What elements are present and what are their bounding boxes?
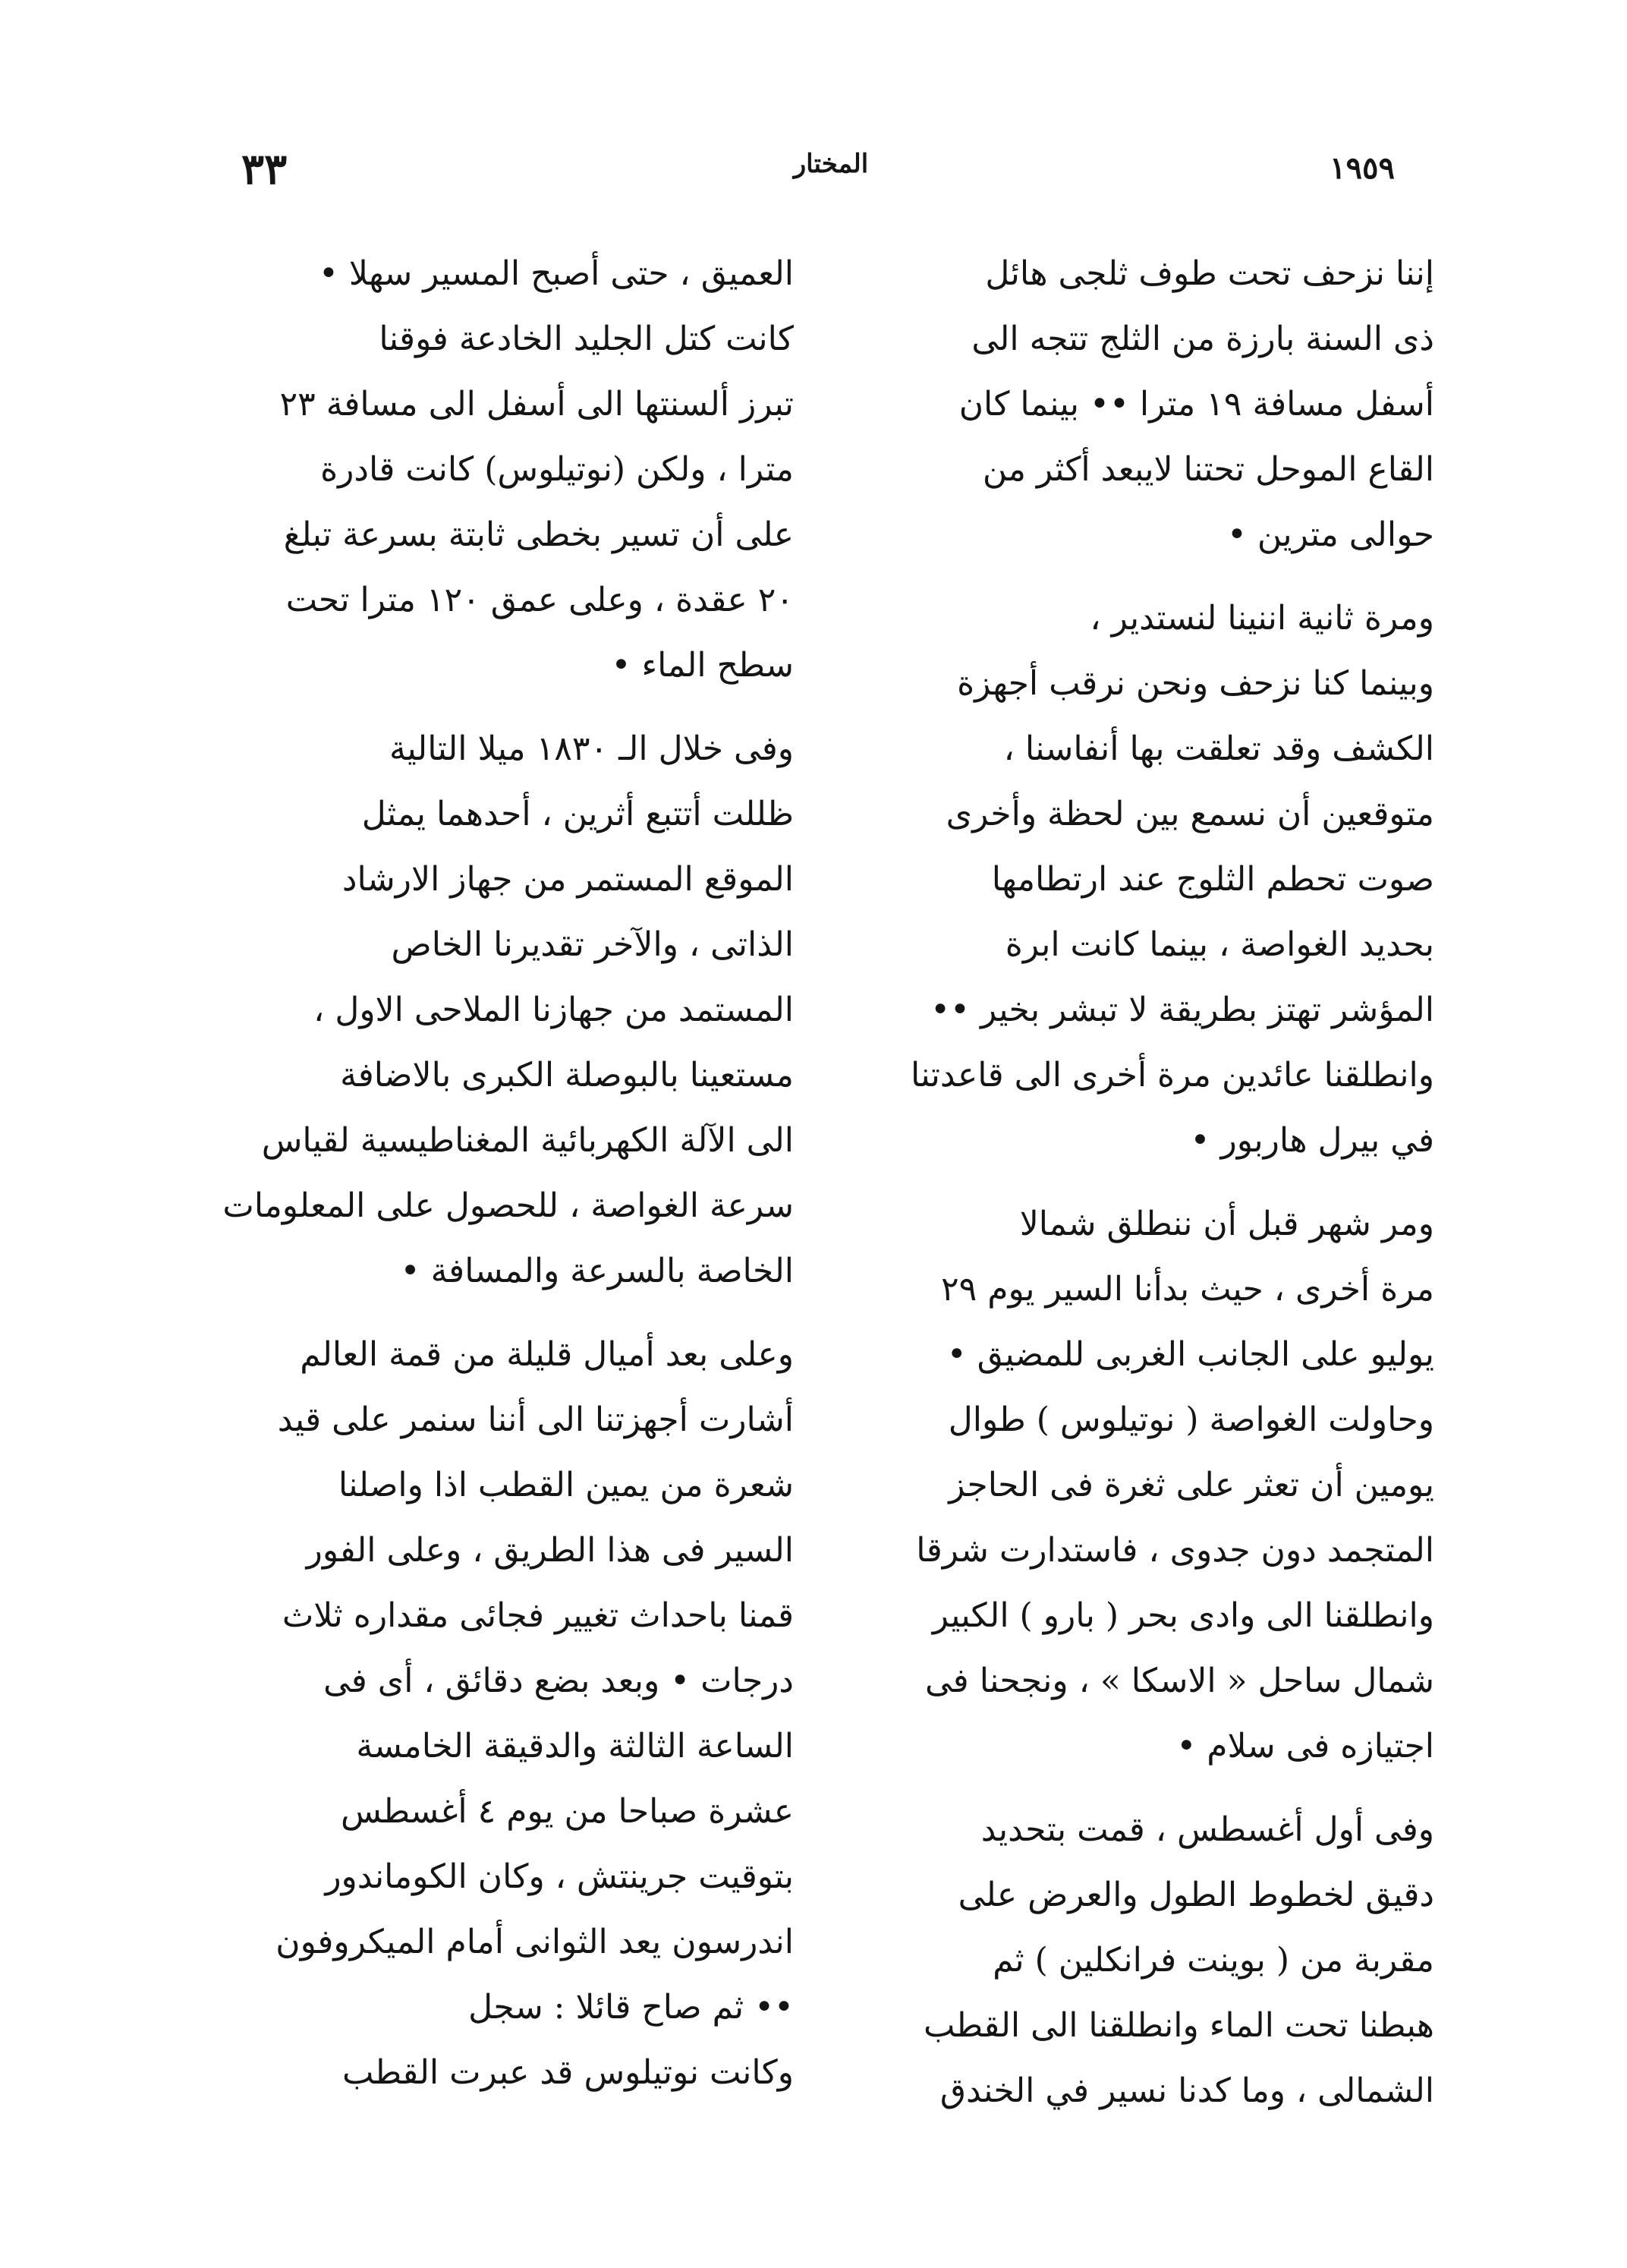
paragraph: [187, 307, 794, 698]
paragraph: [187, 717, 794, 1304]
text-line: إننا نزحف تحت طوف ثلجى هائل: [985, 254, 1434, 293]
text-line: مقربة من ( بوينت فرانكلين ) ثم: [993, 1941, 1434, 1980]
page-number: ٣٣: [241, 144, 288, 194]
text-line: الشمالى ، وما كدنا نسير في الخندق: [939, 2071, 1434, 2110]
text-line: وحاولت الغواصة ( نوتيلوس ) طوال: [948, 1400, 1434, 1439]
text-line: ومرة ثانية اننينا لنستدير ،: [1090, 599, 1434, 638]
paragraph: [833, 241, 1434, 568]
paragraph-gap: [187, 698, 794, 717]
paragraph: [187, 241, 794, 307]
page-header: [0, 144, 1627, 213]
text-line: مستعينا بالبوصلة الكبرى بالاضافة: [340, 1056, 794, 1095]
text-line: الكشف وقد تعلقت بها أنفاسنا ،: [1003, 729, 1434, 768]
paragraph: [833, 1797, 1434, 2124]
text-line: اجتيازه فى سلام •: [1176, 1727, 1434, 1766]
paragraph-gap: [187, 1304, 794, 1322]
paragraph-gap: [833, 1173, 1434, 1192]
paragraph-gap: [833, 1779, 1434, 1797]
text-line: •• ثم صاح قائلا : سجل: [468, 1988, 794, 2027]
text-line: في بيرل هاربور •: [1190, 1121, 1434, 1160]
text-line: عشرة صباحا من يوم ٤ أغسطس: [340, 1792, 794, 1831]
text-line: المتجمد دون جدوى ، فاستدارت شرقا: [916, 1531, 1434, 1570]
text-line: العميق ، حتى أصبح المسير سهلا •: [318, 254, 794, 293]
paragraph: [833, 586, 1434, 1173]
text-line: على أن تسير بخطى ثابتة بسرعة تبلغ: [283, 515, 794, 554]
text-line: وكانت نوتيلوس قد عبرت القطب: [341, 2053, 794, 2092]
text-line: الخاصة بالسرعة والمسافة •: [400, 1252, 794, 1290]
text-line: أسفل مسافة ١٩ مترا •• بينما كان: [958, 385, 1434, 424]
text-line: السير فى هذا الطريق ، وعلى الفور: [306, 1531, 794, 1570]
text-line: وفى خلال الـ ١٨٣٠ ميلا التالية: [389, 729, 794, 768]
text-line: الموقع المستمر من جهاز الارشاد: [341, 860, 794, 899]
text-line: شمال ساحل « الاسكا » ، ونجحنا فى: [925, 1662, 1434, 1700]
text-line: تبرز ألسنتها الى أسفل الى مسافة ٢٣: [279, 385, 794, 424]
text-line: دقيق لخطوط الطول والعرض على: [958, 1876, 1434, 1914]
text-line: مترا ، ولكن (نوتيلوس) كانت قادرة: [320, 450, 794, 489]
text-line: بحديد الغواصة ، بينما كانت ابرة: [1005, 925, 1434, 964]
text-line: المؤشر تهتز بطريقة لا تبشر بخير ••: [930, 991, 1434, 1029]
text-line: أشارت أجهزتنا الى أننا سنمر على قيد: [277, 1400, 794, 1439]
text-line: متوقعين أن نسمع بين لحظة وأخرى: [946, 795, 1434, 833]
text-line: الساعة الثالثة والدقيقة الخامسة: [356, 1727, 794, 1766]
text-line: وانطلقنا عائدين مرة أخرى الى قاعدتنا: [910, 1056, 1434, 1095]
text-line: سرعة الغواصة ، للحصول على المعلومات: [222, 1186, 794, 1225]
text-line: درجات • وبعد بضع دقائق ، أى فى: [323, 1662, 794, 1700]
year: ١٩٥٩: [1330, 150, 1395, 186]
text-line: اندرسون يعد الثوانى أمام الميكروفون: [275, 1923, 794, 1961]
left-column: [187, 241, 794, 2106]
text-line: ومر شهر قبل أن ننطلق شمالا: [1019, 1205, 1434, 1243]
text-line: يوليو على الجانب الغربى للمضيق •: [946, 1335, 1434, 1374]
text-line: ذى السنة بارزة من الثلج تتجه الى: [971, 320, 1434, 358]
right-column: [833, 241, 1434, 2124]
text-line: وبينما كنا نزحف ونحن نرقب أجهزة: [957, 664, 1434, 703]
running-title: المختار: [793, 149, 869, 179]
paragraph: [187, 2040, 794, 2106]
text-line: الذاتى ، والآخر تقديرنا الخاص: [391, 925, 794, 964]
text-line: كانت كتل الجليد الخادعة فوقنا: [379, 320, 794, 358]
text-line: ظللت أتتبع أثرين ، أحدهما يمثل: [361, 795, 794, 833]
text-line: مرة أخرى ، حيث بدأنا السير يوم ٢٩: [941, 1270, 1434, 1309]
text-line: حوالى مترين •: [1226, 515, 1434, 554]
text-line: هبطنا تحت الماء وانطلقنا الى القطب: [923, 2006, 1434, 2045]
text-line: المستمد من جهازنا الملاحى الاول ،: [313, 991, 794, 1029]
text-line: سطح الماء •: [611, 646, 794, 685]
text-line: الى الآلة الكهربائية المغناطيسية لقياس: [261, 1121, 794, 1160]
text-line: وفى أول أغسطس ، قمت بتحديد: [980, 1810, 1434, 1849]
text-line: يومين أن تعثر على ثغرة فى الحاجز: [949, 1466, 1434, 1504]
text-line: قمنا باحداث تغيير فجائى مقداره ثلاث: [282, 1596, 794, 1635]
paragraph: [187, 1322, 794, 2040]
text-line: القاع الموحل تحتنا لايبعد أكثر من: [982, 450, 1434, 489]
text-line: وعلى بعد أميال قليلة من قمة العالم: [300, 1335, 794, 1374]
text-line: بتوقيت جرينتش ، وكان الكوماندور: [325, 1857, 794, 1896]
text-line: ٢٠ عقدة ، وعلى عمق ١٢٠ مترا تحت: [285, 581, 794, 619]
text-line: صوت تحطم الثلوج عند ارتطامها: [991, 860, 1434, 899]
paragraph: [833, 1192, 1434, 1779]
text-line: وانطلقنا الى وادى بحر ( بارو ) الكبير: [932, 1596, 1434, 1635]
paragraph-gap: [833, 568, 1434, 586]
text-line: شعرة من يمين القطب اذا واصلنا: [338, 1466, 794, 1504]
